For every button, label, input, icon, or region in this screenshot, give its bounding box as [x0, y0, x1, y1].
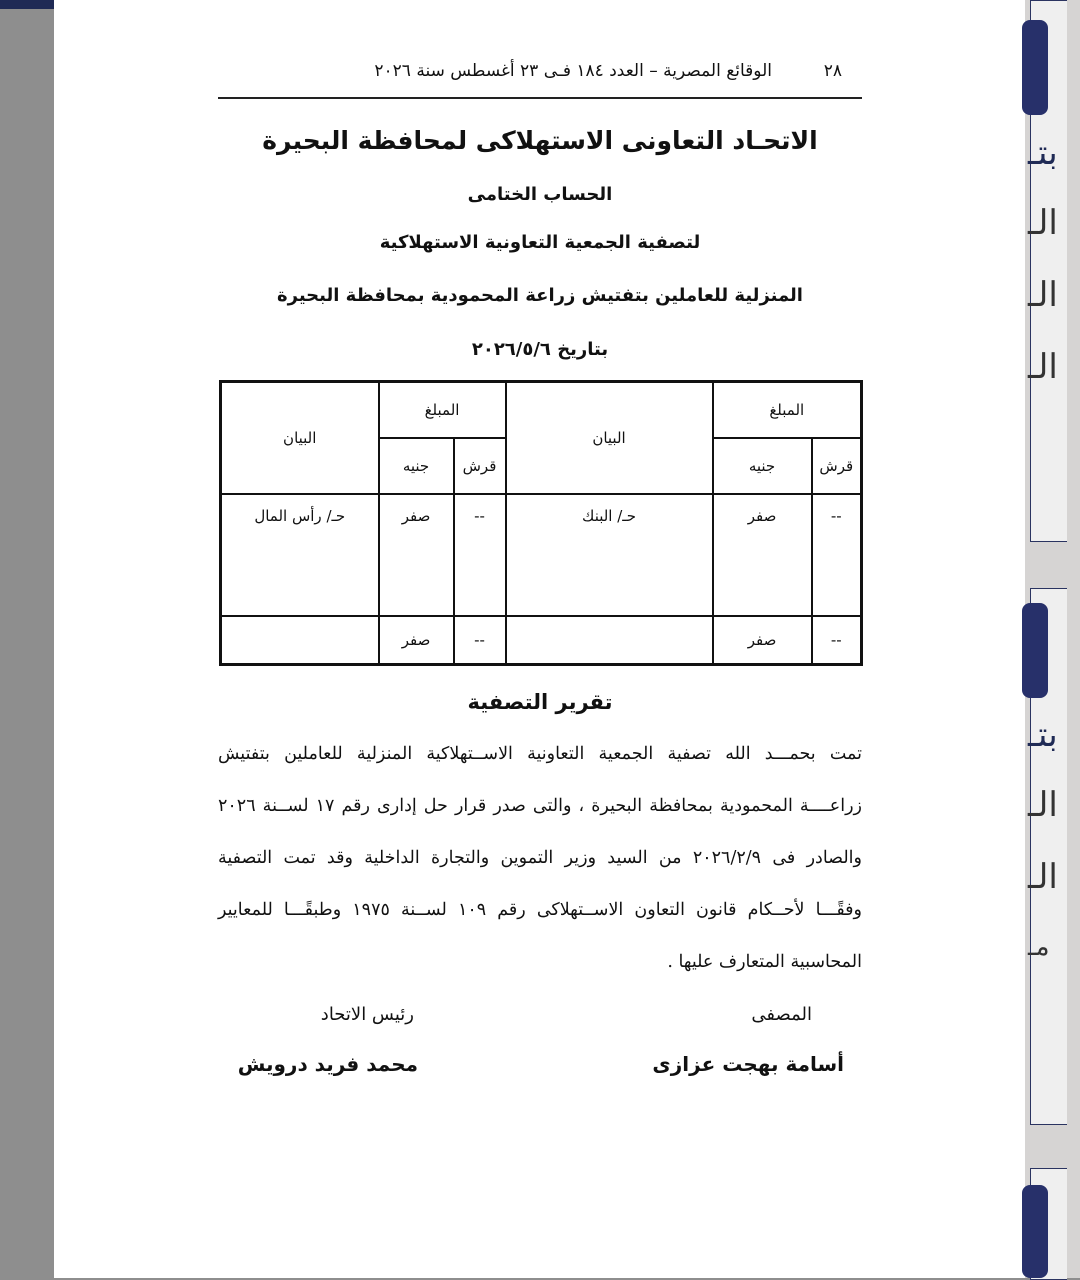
report-heading: تقرير التصفية: [467, 690, 613, 714]
pound-header-right: جنيه: [713, 438, 812, 494]
adjacent-page-tab-2[interactable]: [1022, 603, 1048, 698]
bank-statement-cell: حـ/ البنك: [506, 494, 713, 616]
report-line: والصادر فى ٢٠٢٦/٢/٩ من السيد وزير التموين والتجارة الداخلية وقد تمت التصفية: [218, 848, 862, 868]
total-statement-right: [506, 616, 713, 664]
total-pound-left: صفر: [379, 616, 454, 664]
side-peek-text: الـ: [1028, 347, 1058, 387]
statement-header-left: البيان: [221, 382, 379, 494]
pound-header-left: جنيه: [379, 438, 454, 494]
side-peek-text: الـ: [1028, 857, 1058, 897]
header-rule: [218, 97, 862, 99]
subtitle-society: المنزلية للعاملين بتفتيش زراعة المحمودية بمحافظة البحيرة: [277, 285, 803, 306]
page-number: ٢٨: [823, 61, 842, 81]
capital-statement-cell: حـ/ رأس المال: [221, 494, 379, 616]
total-pound-right: صفر: [713, 616, 812, 664]
report-line: المحاسبية المتعارف عليها .: [667, 952, 862, 972]
bank-piaster-cell: --: [812, 494, 862, 616]
side-peek-text: بتـ: [1028, 715, 1058, 755]
side-peek-text: بتـ: [1028, 133, 1058, 173]
bank-pound-cell: صفر: [713, 494, 812, 616]
report-line: زراعــــة المحمودية بمحافظة البحيرة ، والتى صدر قرار حل إدارى رقم ١٧ لســنة ٢٠٢٦: [218, 796, 862, 816]
president-title: رئيس الاتحاد: [320, 1004, 414, 1025]
total-statement-left: [221, 616, 379, 664]
total-piaster-right: --: [812, 616, 862, 664]
amount-header-left: المبلغ: [379, 382, 506, 438]
publication-header: الوقائع المصرية – العدد ١٨٤ فـى ٢٣ أغسطس سنة ٢٠٢٦: [374, 61, 772, 81]
president-name: محمد فريد درويش: [237, 1052, 418, 1076]
piaster-header-right: قرش: [812, 438, 862, 494]
document-title: الاتحـاد التعاونى الاستهلاكى لمحافظة البحيرة: [262, 126, 818, 155]
side-peek-text: مـ: [1028, 932, 1050, 962]
side-peek-text: الـ: [1028, 275, 1058, 315]
subtitle-liquidation: لتصفية الجمعية التعاونية الاستهلاكية: [379, 232, 701, 253]
document-date: بتاريخ ٢٠٢٦/٥/٦: [471, 339, 609, 360]
adjacent-page-tab-1[interactable]: [1022, 20, 1048, 115]
subtitle-final-account: الحساب الختامى: [467, 184, 613, 205]
report-line: وفقًـــا لأحــكام قانون التعاون الاســتهلاكى رقم ١٠٩ لســنة ١٩٧٥ وطبقًـــا للمعايير: [218, 900, 862, 920]
final-account-table: [219, 380, 863, 666]
side-peek-text: الـ: [1028, 203, 1058, 243]
liquidator-title: المصفى: [751, 1004, 812, 1025]
piaster-header-left: قرش: [454, 438, 506, 494]
total-piaster-left: --: [454, 616, 506, 664]
capital-piaster-cell: --: [454, 494, 506, 616]
statement-header-right: البيان: [506, 382, 713, 494]
amount-header-right: المبلغ: [713, 382, 862, 438]
liquidator-name: أسامة بهجت عزازى: [652, 1052, 844, 1076]
report-line: تمت بحمـــد الله تصفية الجمعية التعاونية الاســتهلاكية المنزلية للعاملين بتفتيش: [218, 744, 862, 764]
capital-pound-cell: صفر: [379, 494, 454, 616]
side-peek-text: الـ: [1028, 785, 1058, 825]
adjacent-page-tab-3[interactable]: [1022, 1185, 1048, 1278]
